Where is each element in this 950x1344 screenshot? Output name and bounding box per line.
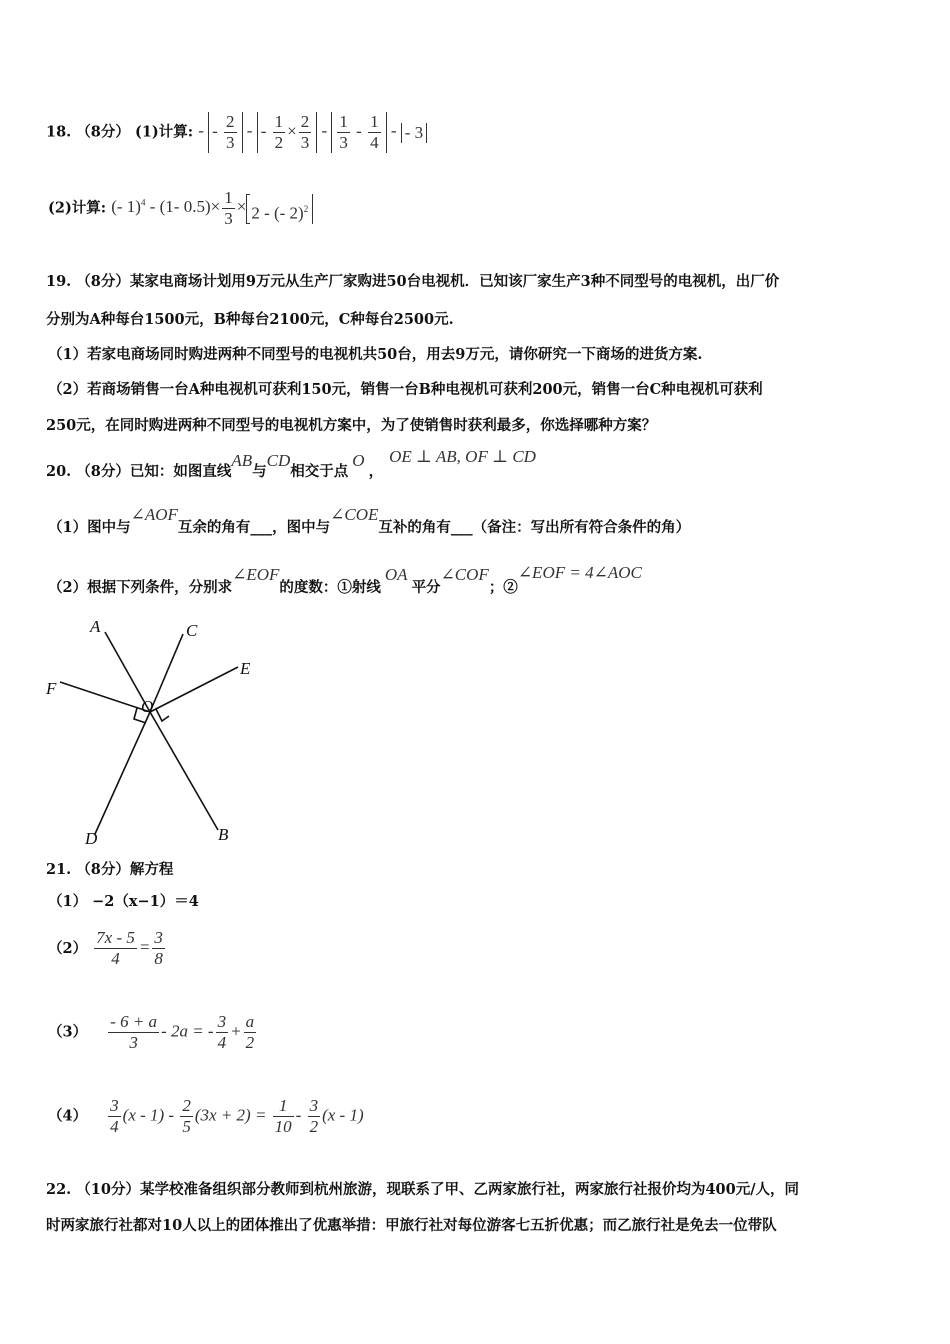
q21-title: 21. （8分）解方程 (46, 861, 174, 878)
q19-line1: 19. （8分）某家电商场计划用9万元从生产厂家购进50台电视机．已知该厂家生产3种不同型号的电视机，出厂价 (46, 273, 780, 290)
q21-part4: （4） $\frac{3}{4}$ (x - 1) - $\frac{2}{5}$ (3x + 2) = $\frac{1}{10}$ - $\frac{3}{2}$ (x - 1) (48, 1096, 364, 1136)
q22-line2: 时两家旅行社都对10人以上的团体推出了优惠举措：甲旅行社对每位游客七五折优惠；而乙旅行社是免去一位带队 (46, 1217, 777, 1234)
q20-part1: （1）图中与∠AOF互余的角有___，图中与∠COE互补的角有___（备注：写出所有符合条件的角） (48, 505, 691, 536)
label-f: F (46, 679, 57, 698)
label-d: D (85, 829, 98, 847)
label-o: O (141, 697, 154, 716)
label-a: A (90, 617, 101, 636)
label-b: B (218, 825, 229, 844)
q21-part3: （3） $\frac{- 6 + a}{3}$ - 2a = - $\frac{3}{4}$ + $\frac{a}{2}$ (48, 1012, 255, 1052)
right-angle-mark-right (156, 709, 169, 721)
label-c: C (186, 621, 198, 640)
q19-line4: （2）若商场销售一台A种电视机可获利150元，销售一台B种电视机可获利200元，销售一台C种电视机可获利 (48, 381, 763, 398)
line-oe (150, 667, 238, 712)
q18-expression-1: - - $\frac{2}{3}$ - - $\frac{1}{2}$ × $\frac{2}{3}$ - $\frac{1}{3}$ - $\frac{1}{4}$ - - 3 (198, 121, 427, 140)
line-od (95, 712, 150, 834)
q22-line1: 22. （10分）某学校准备组织部分教师到杭州旅游，现联系了甲、乙两家旅行社，两家旅行社报价均为400元/人，同 (46, 1181, 800, 1198)
q21-part1: （1） −2（x−1）＝4 (48, 893, 199, 910)
line-oc (150, 634, 183, 712)
q18-expression-2: (- 1)$^4$ - (1- 0.5)× $\frac{1}{3}$ × 2 - (- 2)$^2$ (111, 197, 313, 216)
line-ob (150, 712, 218, 830)
q21-part2: （2） $\frac{7x - 5}{4}$ = $\frac{3}{8}$ (48, 928, 163, 968)
intersecting-lines-figure (40, 612, 280, 847)
q18-part1: 18. （8分） (1)计算: - - $\frac{2}{3}$ - - $\frac{1}{2}$ × $\frac{2}{3}$ - $\frac{1}{3}$ - $\frac{1}{4}$ - - 3 (46, 112, 427, 153)
label-e: E (240, 659, 251, 678)
q19-line2: 分别为A种每台1500元，B种每台2100元，C种每台2500元. (46, 311, 454, 328)
q20-line1: 20. （8分）已知：如图直线AB与CD相交于点O，OE ⊥ AB, OF ⊥ CD (46, 447, 536, 480)
q19-line5: 250元，在同时购进两种不同型号的电视机方案中，为了使销售时获利最多，你选择哪种方案？ (46, 417, 657, 434)
q18-part2: (2)计算: (- 1)$^4$ - (1- 0.5)× $\frac{1}{3}$ × 2 - (- 2)$^2$ (48, 188, 313, 229)
q20-part2: （2）根据下列条件，分别求∠EOF的度数：①射线OA平分∠COF；②∠EOF = 4∠AOC (48, 563, 642, 596)
q19-line3: （1）若家电商场同时购进两种不同型号的电视机共50台，用去9万元，请你研究一下商场的进货方案. (48, 346, 703, 363)
